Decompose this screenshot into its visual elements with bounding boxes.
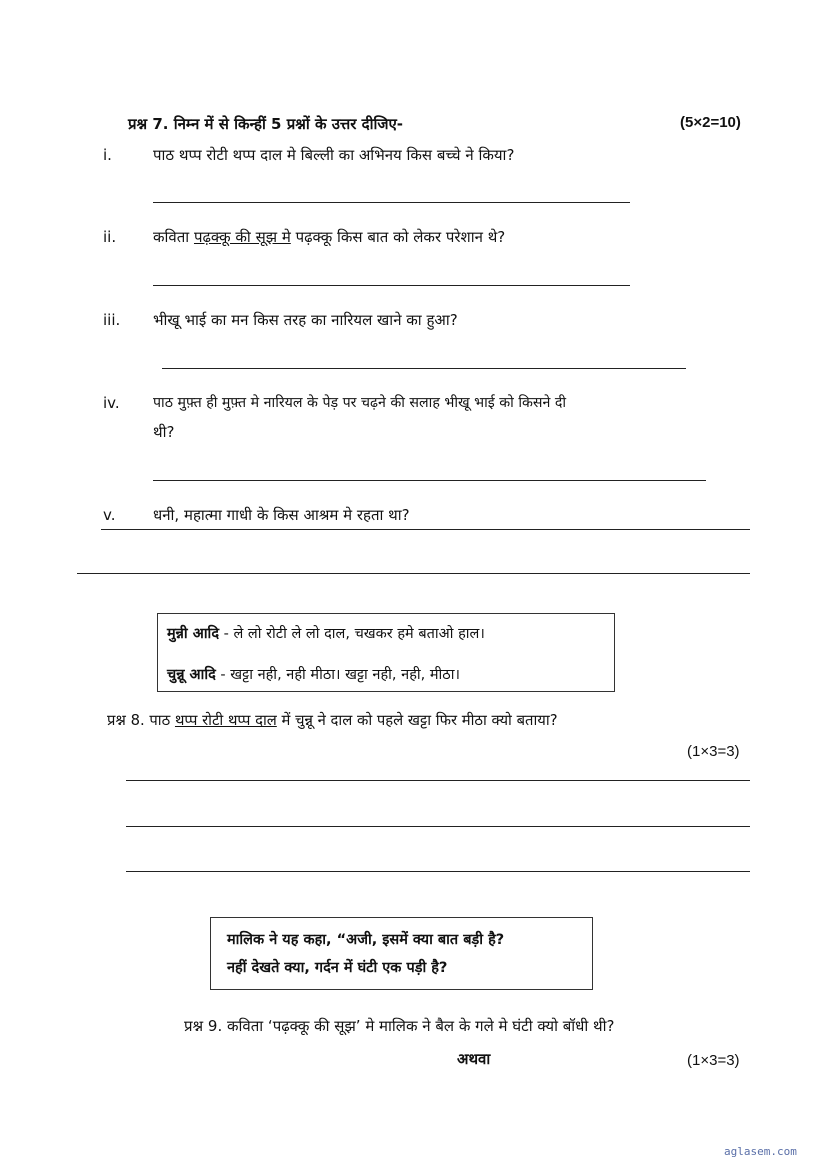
answer-line [126,871,750,872]
or-label: अथवा [457,1050,491,1068]
poem-line-1: मालिक ने यह कहा, “अजी, इसमें क्या बात बड़ी है? [227,932,505,948]
dialogue-text: - ले लो रोटी ले लो दाल, चखकर हमे बताओ हाल। [219,626,485,642]
site-watermark: aglasem.com [724,1145,797,1158]
speaker-label: मुन्नी आदि [167,626,220,642]
dialogue-box [157,613,615,692]
dialogue-text: - खट्टा नही, नही मीठा। खट्टा नही, नही, मीठा। [215,667,460,683]
q7-item-1-text: पाठ थप्प रोटी थप्प दाल मे बिल्ली का अभिनय किस बच्चे ने किया? [153,146,515,164]
speaker-label: चुन्नू आदि [167,667,216,683]
section-divider [77,573,750,574]
dialogue-line-2 [167,665,460,685]
dialogue-line-1 [167,624,485,644]
answer-line [101,529,750,530]
q7-marks: (5×2=10) [680,114,741,131]
answer-line [153,480,706,481]
q9-text: प्रश्न 9. कविता ‘पढ़क्कू की सूझ’ मे मालिक ने बैल के गले मे घंटी क्यो बॉधी थी? [184,1017,615,1035]
lesson-title: थप्प रोटी थप्प दाल [174,712,277,729]
q7-item-4-text-cont: थी? [153,423,175,441]
answer-line [126,826,750,827]
q7-item-5-text: धनी, महात्मा गाधी के किस आश्रम मे रहता था? [153,506,410,524]
q8-marks: (1×3=3) [687,743,740,760]
q7-item-5-number: v. [103,506,116,524]
q7-heading: प्रश्न 7. निम्न में से किन्हीं 5 प्रश्नों के उत्तर दीजिए- [128,115,404,133]
q8-text [107,711,558,731]
q7-item-1-number: i. [103,146,112,164]
q7-item-2-pre: कविता [153,228,190,246]
answer-line [162,368,686,369]
q7-item-4-text: पाठ मुफ़्त ही मुफ़्त मे नारियल के पेड़ पर चढ़ने की सलाह भीखू भाई को किसने दी [153,395,567,411]
poem-excerpt-box [210,917,593,990]
q7-item-2-post: पढ़क्कू किस बात को लेकर परेशान थे? [295,228,506,246]
q7-item-4-number: iv. [103,394,120,412]
q9-marks: (1×3=3) [687,1052,740,1069]
poem-title: पढ़क्कू की सूझ मे [193,228,291,246]
q8-pre: प्रश्न 8. पाठ [107,712,171,729]
q7-item-3-number: iii. [103,311,121,329]
answer-line [153,285,630,286]
q7-item-2-text [153,227,505,247]
q7-item-3-text: भीखू भाई का मन किस तरह का नारियल खाने का हुआ? [153,311,458,329]
q8-post: में चुन्नू ने दाल को पहले खट्टा फिर मीठा क्यो बताया? [281,712,558,729]
poem-line-2: नहीं देखते क्या, गर्दन में घंटी एक पड़ी है? [227,960,448,976]
answer-line [153,202,630,203]
answer-line [126,780,750,781]
q7-item-2-number: ii. [103,228,117,246]
